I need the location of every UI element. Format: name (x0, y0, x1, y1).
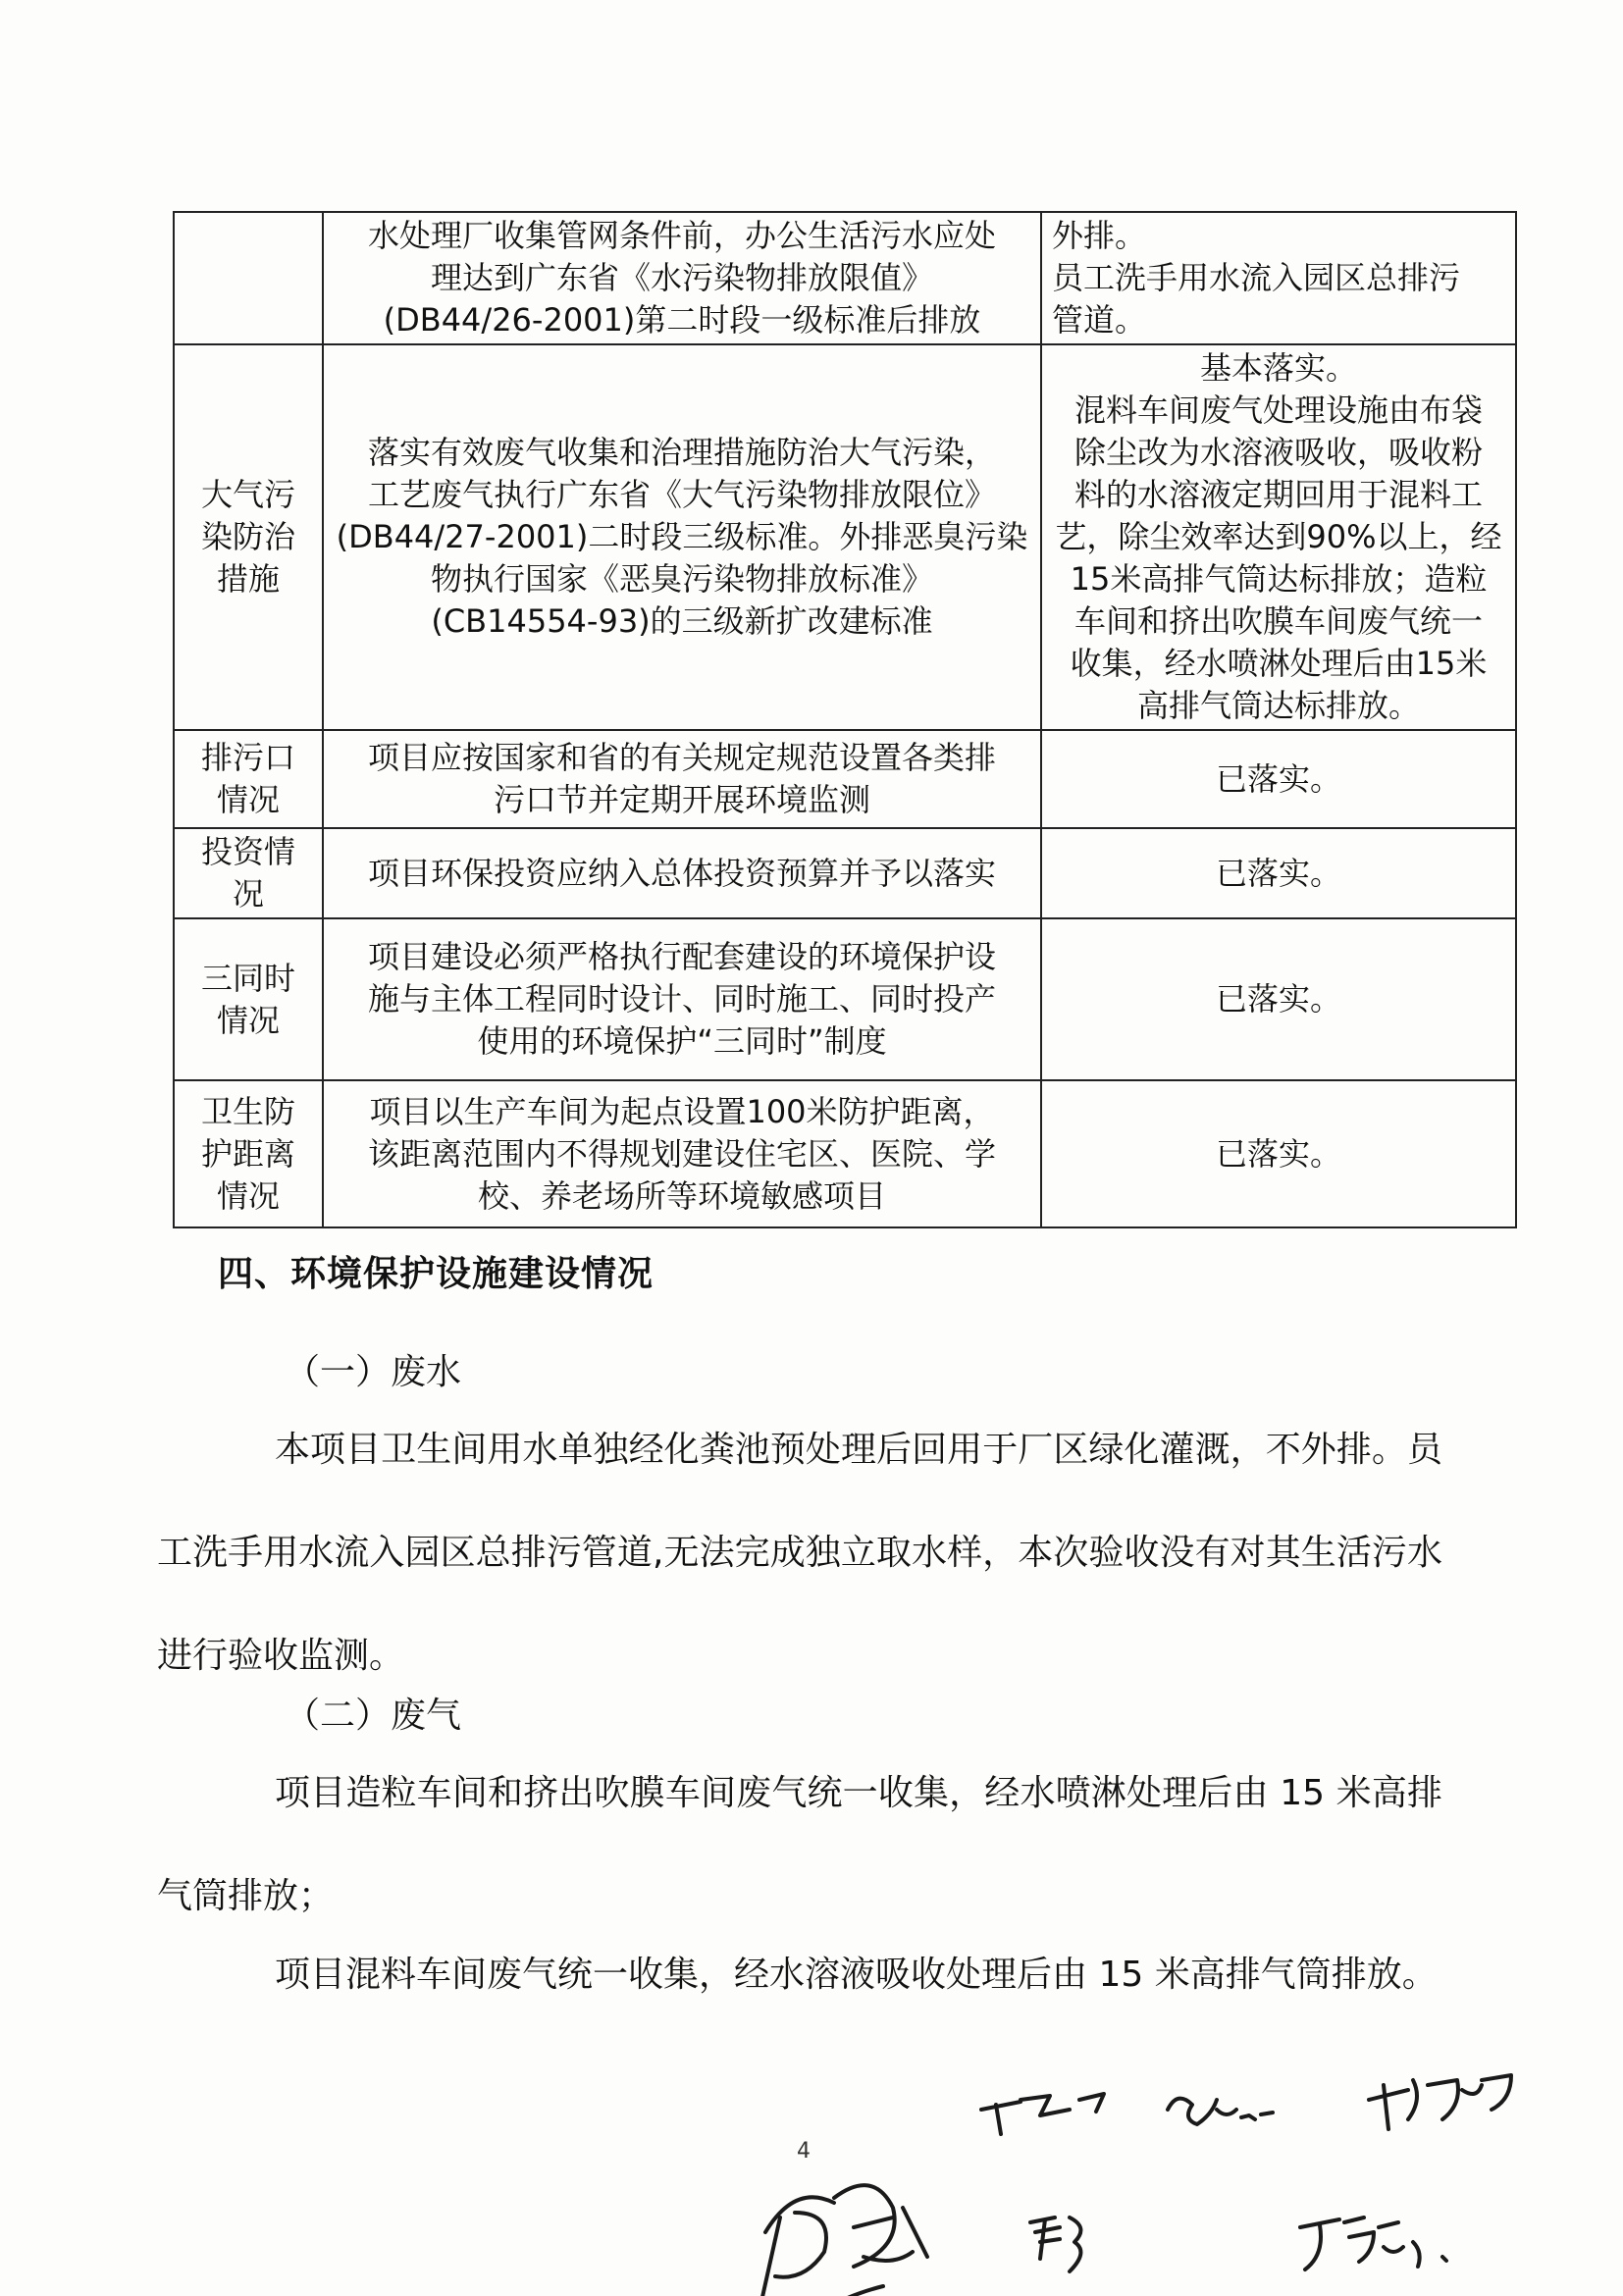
signature-6 (1300, 2218, 1446, 2270)
requirement-cell-line: 项目环保投资应纳入总体投资预算并予以落实 (367, 854, 996, 892)
requirement-cell-line: 使用的环境保护“三同时”制度 (477, 1022, 887, 1060)
requirement-cell-line: 该距离范围内不得规划建设住宅区、医院、学 (367, 1134, 996, 1173)
category-cell-line: 情况 (216, 1001, 280, 1039)
section-heading: 四、环境保护设施建设情况 (218, 1254, 654, 1294)
status-cell-line: 已落实。 (1215, 1134, 1341, 1173)
status-cell-line: 已落实。 (1215, 854, 1341, 892)
status-cell-line: 混料车间废气处理设施由布袋 (1073, 391, 1483, 429)
signature-1 (981, 2094, 1104, 2134)
requirement-cell-line: 理达到广东省《水污染物排放限值》 (430, 259, 933, 296)
category-cell-line: 卫生防 (200, 1092, 295, 1130)
category-cell (174, 828, 323, 918)
status-cell-line: 高排气筒达标排放。 (1136, 687, 1420, 724)
requirement-cell (323, 1080, 1041, 1227)
requirement-cell (323, 730, 1041, 828)
requirement-cell-line: 物执行国家《恶臭污染物排放标准》 (430, 560, 933, 598)
status-cell-line: 收集，经水喷淋处理后由15米 (1070, 645, 1488, 682)
signature-4 (760, 2185, 927, 2296)
category-cell (174, 730, 323, 828)
requirement-cell-line: (CB14554-93)的三级新扩改建标准 (431, 602, 933, 640)
status-cell (1041, 828, 1516, 918)
category-cell (174, 918, 323, 1080)
status-cell-line: 管道。 (1052, 301, 1147, 339)
requirement-cell (323, 918, 1041, 1080)
signature-3 (1369, 2075, 1511, 2129)
status-cell-line: 已落实。 (1215, 980, 1341, 1018)
category-cell-line: 护距离 (200, 1134, 295, 1173)
subsection-exhaust-heading: （二）废气 (285, 1696, 462, 1736)
exhaust-paragraph-2: 项目混料车间废气统一收集，经水溶液吸收处理后由 15 米高排气筒排放。 (275, 1955, 1438, 1995)
acceptance-table-container (173, 211, 1502, 1228)
category-cell (174, 344, 323, 730)
category-cell-line: 情况 (216, 781, 280, 818)
requirement-cell-line: 水处理厂收集管网条件前，办公生活污水应处 (367, 217, 996, 254)
status-cell-line: 车间和挤出吹膜车间废气统一 (1073, 602, 1483, 640)
status-cell-line: 已落实。 (1215, 759, 1341, 798)
status-cell-line: 员工洗手用水流入园区总排污 (1052, 259, 1461, 296)
table-row (174, 918, 1516, 1080)
status-cell (1041, 344, 1516, 730)
status-cell-line: 15米高排气筒达标排放；造粒 (1070, 560, 1488, 598)
table-body (174, 212, 1516, 1227)
requirement-cell-line: 项目以生产车间为起点设置100米防护距离， (369, 1092, 995, 1130)
table-row (174, 730, 1516, 828)
exhaust-paragraph-1: 项目造粒车间和挤出吹膜车间废气统一收集，经水喷淋处理后由 15 米高排气筒排放； (157, 1773, 1442, 1916)
requirement-cell-line: (DB44/27-2001)二时段三级标准。外排恶臭污染 (336, 518, 1028, 555)
requirement-cell (323, 828, 1041, 918)
table-row (174, 828, 1516, 918)
page-number: 4 (797, 2139, 811, 2164)
category-cell-line: 况 (232, 875, 264, 913)
signature-5 (1030, 2218, 1080, 2271)
status-cell-line: 除尘改为水溶液吸收，吸收粉 (1073, 434, 1483, 471)
table-row (174, 344, 1516, 730)
status-cell (1041, 212, 1516, 344)
status-cell-line: 料的水溶液定期回用于混料工 (1073, 476, 1483, 513)
category-cell-line: 三同时 (200, 959, 295, 997)
category-cell-line: 排污口 (200, 739, 295, 776)
status-cell (1041, 1080, 1516, 1227)
requirement-cell-line: 污口节并定期开展环境监测 (493, 781, 870, 818)
signature-2 (1168, 2099, 1273, 2124)
requirement-cell-line: 工艺废气执行广东省《大气污染物排放限位》 (367, 476, 996, 513)
category-cell (174, 1080, 323, 1227)
subsection-wastewater-heading: （一）废水 (285, 1352, 462, 1392)
requirement-cell-line: 落实有效废气收集和治理措施防治大气污染， (367, 434, 996, 471)
category-cell-line: 大气污 (200, 476, 295, 513)
requirement-cell-line: 项目建设必须严格执行配套建设的环境保护设 (367, 938, 996, 975)
status-cell-line: 基本落实。 (1199, 349, 1357, 387)
status-cell-line: 艺，除尘效率达到90%以上，经 (1055, 518, 1502, 555)
status-cell-line: 外排。 (1052, 217, 1147, 254)
requirement-cell-line: (DB44/26-2001)第二时段一级标准后排放 (383, 301, 981, 339)
category-cell-line: 情况 (216, 1176, 280, 1215)
requirement-cell-line: 项目应按国家和省的有关规定规范设置各类排 (367, 739, 996, 776)
category-cell-line: 措施 (216, 560, 280, 598)
category-cell (174, 212, 323, 344)
table-row (174, 212, 1516, 344)
requirement-cell (323, 212, 1041, 344)
status-cell (1041, 730, 1516, 828)
requirement-cell-line: 校、养老场所等环境敏感项目 (477, 1176, 886, 1215)
requirement-cell (323, 344, 1041, 730)
requirement-cell-line: 施与主体工程同时设计、同时施工、同时投产 (367, 980, 996, 1018)
wastewater-paragraph: 本项目卫生间用水单独经化粪池预处理后回用于厂区绿化灌溉，不外排。员工洗手用水流入园区总排污管道,无法完成独立取水样，本次验收没有对其生活污水进行验收监测。 (157, 1430, 1442, 1676)
acceptance-table (173, 211, 1517, 1228)
table-row (174, 1080, 1516, 1227)
category-cell-line: 投资情 (200, 833, 295, 870)
category-cell-line: 染防治 (200, 518, 295, 555)
status-cell (1041, 918, 1516, 1080)
